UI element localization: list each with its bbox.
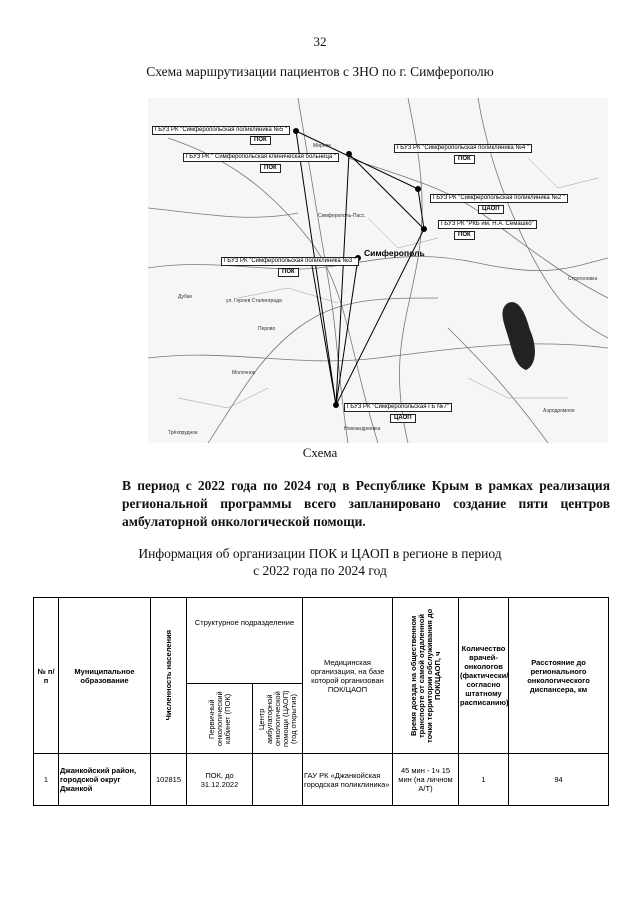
- header-caop: Центр амбулаторной онкологической помощи (ЦАОП) (год открытия): [253, 684, 303, 754]
- label-polyclinic-5: ГБУЗ РК "Симферопольская поликлиника №5 ": [152, 126, 290, 135]
- cell-caop: [253, 754, 303, 806]
- place-molochnoe: Молочное: [232, 370, 256, 376]
- cell-num: 1: [34, 754, 59, 806]
- header-travel-time: Время доезда на общественном транспорте от самой отдаленной точки территории обслуживания до ПОК/ЦАОП, ч: [393, 598, 459, 754]
- header-med-org: Медицинская организация, на базе которой организован ПОК/ЦАОП: [303, 598, 393, 754]
- cell-population: 102815: [151, 754, 187, 806]
- place-trudovoe: Трёхпрудное: [168, 430, 198, 436]
- cell-travel-time: 45 мин - 1ч 15 мин (на личном А/Т): [393, 754, 459, 806]
- scheme-title: Схема маршрутизации пациентов с ЗНО по г. Симферополю: [146, 64, 494, 79]
- header-population: Численность населения: [151, 598, 187, 754]
- label-rkb-semashko: ГБУЗ РК "РКБ им. Н.А. Семашко": [438, 220, 537, 229]
- header-distance: Расстояние до регионального онкологического диспансера, км: [509, 598, 609, 754]
- tag-pok-polyclinic-3: ПОК: [278, 268, 299, 277]
- label-clinical-hospital: ГБУЗ РК " Симферопольская клиническая больница ": [183, 153, 339, 162]
- header-structural: Структурное подразделение: [187, 598, 303, 684]
- tag-pok-polyclinic-5: ПОК: [250, 136, 271, 145]
- header-municipality: Муниципальное образование: [59, 598, 151, 754]
- map-graphic: [148, 98, 608, 443]
- label-polyclinic-2: ГБУЗ РК "Симферопольская поликлиника №2 ": [430, 194, 568, 203]
- info-title-line-2: с 2022 года по 2024 год: [253, 563, 387, 578]
- cell-med-org: ГАУ РК «Джанкойская городская поликлиника»: [303, 754, 393, 806]
- place-perovo: Перово: [258, 326, 276, 332]
- place-geroev: ул. Героев Сталинграда: [226, 298, 282, 304]
- cell-municipality: Джанкойский район, городской округ Джанкой: [59, 754, 151, 806]
- place-strogonovka: Строгоновка: [568, 276, 598, 282]
- label-gb-7: ГБУЗ РК "Симферопольская ГБ №7": [344, 403, 452, 412]
- tag-caop-polyclinic-2: ЦАОП: [478, 205, 504, 214]
- place-aerodrom: Аэродромное: [543, 408, 575, 414]
- cell-oncologists: 1: [459, 754, 509, 806]
- info-title: [0, 545, 640, 579]
- scheme-caption: Схема: [302, 445, 338, 460]
- place-novoandreevka: Новоандреевка: [344, 426, 381, 432]
- cell-distance: 94: [509, 754, 609, 806]
- tag-caop-gb-7: ЦАОП: [390, 414, 416, 423]
- intro-paragraph: В период с 2022 года по 2024 год в Республике Крым в рамках реализация региональной программы всего запланировано создание пяти центров амбулаторной онкологической помощи.: [122, 478, 610, 529]
- page-number: 32: [313, 34, 327, 49]
- label-polyclinic-4: ГБУЗ РК "Симферопольская поликлиника №4 ": [394, 144, 532, 153]
- header-pok: Первичный онкологический кабинет (ПОК): [187, 684, 253, 754]
- label-polyclinic-3: ГБУЗ РК "Симферопольская поликлиника №3 ": [221, 257, 359, 266]
- place-dubki: Дубки: [178, 294, 192, 300]
- table-row: [34, 754, 609, 806]
- info-title-line-1: Информация об организации ПОК и ЦАОП в регионе в период: [138, 546, 502, 561]
- tag-pok-clinical-hospital: ПОК: [260, 164, 281, 173]
- tag-pok-rkb-semashko: ПОК: [454, 231, 475, 240]
- place-mirnoe: Мирное: [313, 143, 332, 149]
- routing-map: [148, 98, 608, 443]
- place-simferopol-pass: Симферополь-Пасс.: [318, 213, 366, 219]
- cell-pok: ПОК, до 31.12.2022: [187, 754, 253, 806]
- tag-pok-polyclinic-4: ПОК: [454, 155, 475, 164]
- map-city-name: Симферополь: [364, 248, 425, 258]
- poc-caop-table: [33, 597, 609, 806]
- header-oncologists: Количество врачей-онкологов (фактически/ согласно штатному расписанию): [459, 598, 509, 754]
- header-num: № п/ п: [34, 598, 59, 754]
